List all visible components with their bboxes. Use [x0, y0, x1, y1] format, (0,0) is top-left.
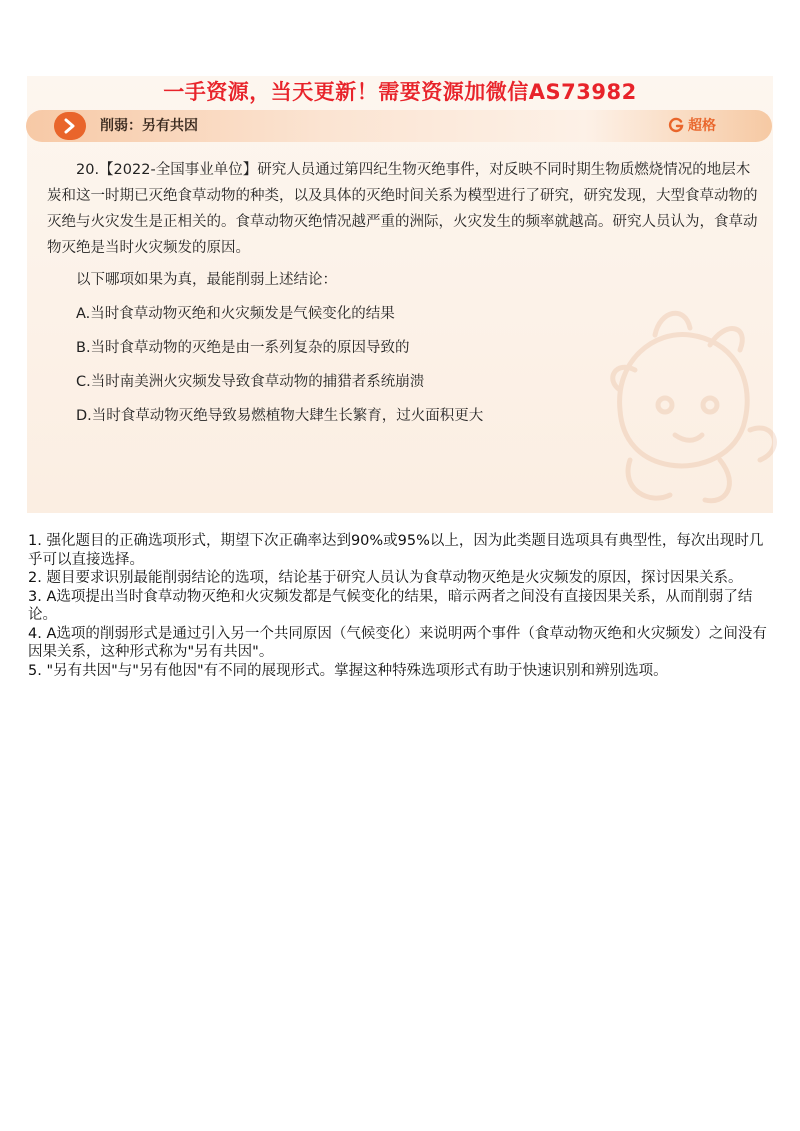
question-block	[47, 157, 763, 429]
watermark-banner: 一手资源，当天更新！需要资源加微信AS73982	[163, 80, 637, 104]
brand-g-icon	[668, 117, 684, 133]
note-item: 5. "另有共因"与"另有他因"有不同的展现形式。掌握这种特殊选项形式有助于快速识别和辨别选项。	[28, 662, 668, 679]
section-title: 削弱：另有共因	[100, 118, 198, 134]
option-b: B.当时食草动物的灭绝是由一系列复杂的原因导致的	[76, 340, 410, 356]
question-stem: 20.【2022-全国事业单位】研究人员通过第四纪生物灭绝事件，对反映不同时期生物质燃烧情况的地层木炭和这一时期已灭绝食草动物的种类，以及具体的灭绝时间关系为模型进行了研究，研究发现，大型食草动物的灭绝与火灾发生是正相关的。食草动物灭绝情况越严重的洲际，火灾发生的频率就越高。研究人员认为，食草动物灭绝是当时火灾频发的原因。	[47, 162, 758, 256]
option-d: D.当时食草动物灭绝导致易燃植物大肆生长繁育，过火面积更大	[76, 408, 484, 424]
question-ask: 以下哪项如果为真，最能削弱上述结论：	[76, 272, 337, 288]
note-item: 2. 题目要求识别最能削弱结论的选项，结论基于研究人员认为食草动物灭绝是火灾频发的原因，探讨因果关系。	[28, 570, 743, 586]
option-a: A.当时食草动物灭绝和火灾频发是气候变化的结果	[76, 306, 395, 322]
note-item: 1. 强化题目的正确选项形式，期望下次正确率达到90%或95%以上，因为此类题目选项具有典型性，每次出现时几乎可以直接选择。	[28, 533, 764, 568]
chevron-right-icon	[62, 118, 78, 134]
note-item: 3. A选项提出当时食草动物灭绝和火灾频发都是气候变化的结果，暗示两者之间没有直接因果关系，从而削弱了结论。	[28, 588, 753, 623]
analysis-notes	[28, 532, 773, 680]
brand-logo	[668, 115, 716, 135]
brand-name: 超格	[688, 118, 716, 134]
option-c: C.当时南美洲火灾频发导致食草动物的捕猎者系统崩溃	[76, 374, 425, 390]
note-item: 4. A选项的削弱形式是通过引入另一个共同原因（气候变化）来说明两个事件（食草动物灭绝和火灾频发）之间没有因果关系，这种形式称为"另有共因"。	[28, 625, 767, 660]
section-arrow-button	[54, 112, 86, 140]
